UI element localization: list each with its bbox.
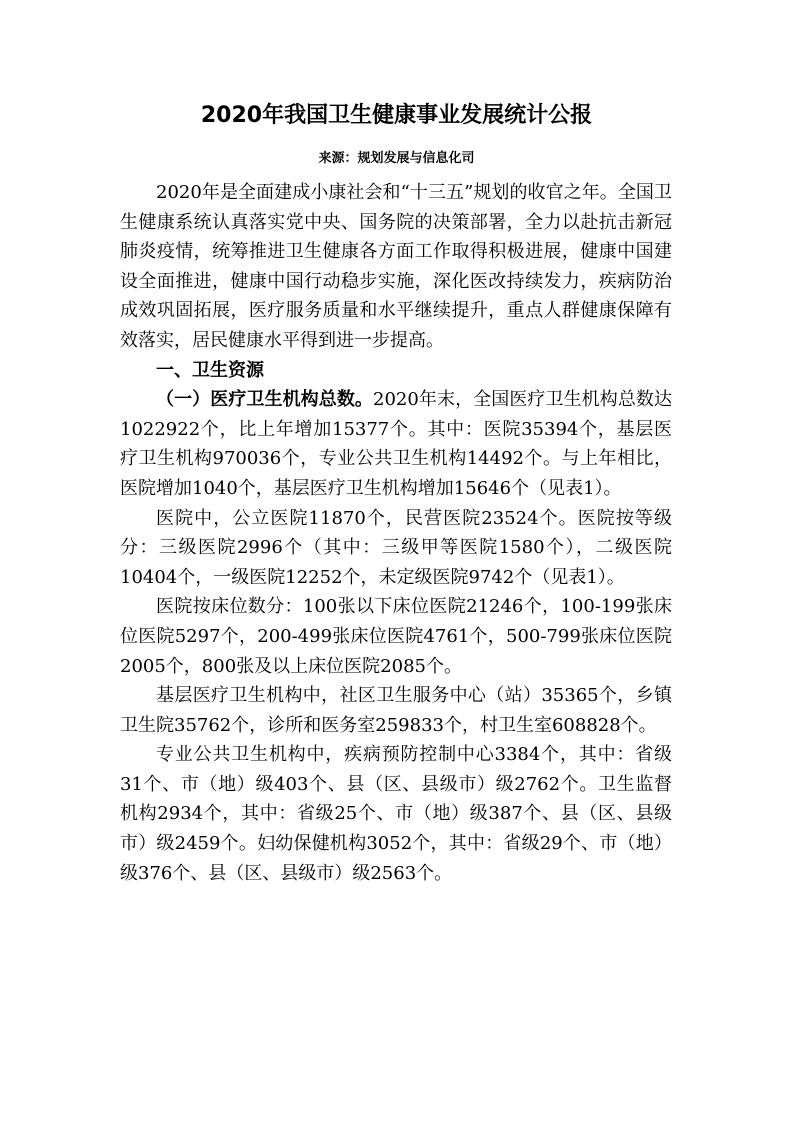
document-title: 2020年我国卫生健康事业发展统计公报 [200,103,593,128]
institutions-total-paragraph [120,385,672,503]
hospital-beds-paragraph: 医院按床位数分：100张以下床位医院21246个，100-199张床位医院5297个，200-499张床位医院4761个，500-799张床位医院2005个，800张及以上床位医院2085个。 [120,596,672,677]
hospital-types-paragraph: 医院中，公立医院11870个，民营医院23524个。医院按等级分：三级医院2996个（其中：三级甲等医院1580个），二级医院10404个，一级医院12252个，未定级医院9742个（见表1）。 [120,507,672,588]
document-source: 来源：规划发展与信息化司 [318,151,475,166]
intro-paragraph: 2020年是全面建成小康社会和“十三五”规划的收官之年。全国卫生健康系统认真落实党中央、国务院的决策部署，全力以赴抗击新冠肺炎疫情，统筹推进卫生健康各方面工作取得积极进展，健康中国建设全面推进，健康中国行动稳步实施，深化医改持续发力，疾病防治成效巩固拓展，医疗服务质量和水平继续提升，重点人群健康保障有效落实，居民健康水平得到进一步提高。 [120,182,672,351]
institutions-total-text: 2020年末，全国医疗卫生机构总数达1022922个，比上年增加15377个。其中：医院35394个，基层医疗卫生机构970036个，专业公共卫生机构14492个。与上年相比，医院增加1040个，基层医疗卫生机构增加15646个（见表1）。 [120,389,673,499]
section-heading-health-resources: 一、卫生资源 [156,359,264,381]
grassroots-paragraph: 基层医疗卫生机构中，社区卫生服务中心（站）35365个，乡镇卫生院35762个，诊所和医务室259833个，村卫生室608828个。 [120,685,672,736]
sub-heading-institutions-total: （一）医疗卫生机构总数。 [156,389,374,411]
public-health-paragraph: 专业公共卫生机构中，疾病预防控制中心3384个，其中：省级31个、市（地）级403个、县（区、县级市）级2762个。卫生监督机构2934个，其中：省级25个、市（地）级387个、县（区、县级市）级2459个。妇幼保健机构3052个，其中：省级29个、市（地）级376个、县（区、县级市）级2563个。 [120,744,672,884]
document-body [120,178,672,888]
